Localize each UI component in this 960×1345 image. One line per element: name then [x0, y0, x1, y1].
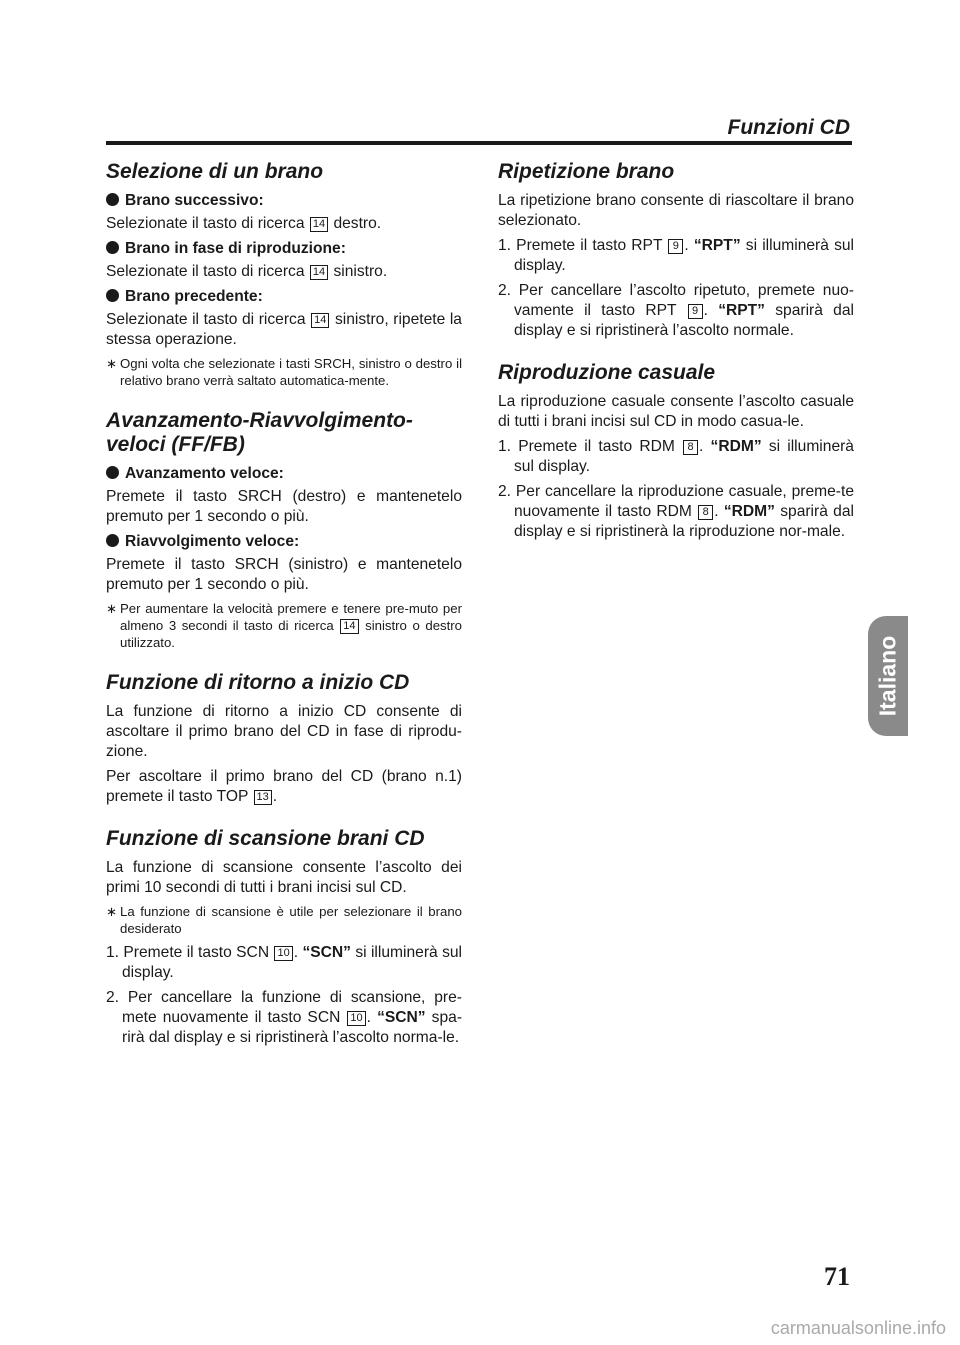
step-item: 2. Per cancellare l’ascolto ripetuto, premete nuo-vamente il tasto RPT 9 . “RPT” sparirà dal display e si ripristinerà l’ascolto normale.	[498, 282, 854, 339]
left-column	[106, 160, 462, 1053]
note: ∗ La funzione di scansione è utile per selezionare il brano desiderato	[106, 904, 462, 936]
step-item: 1. Premete il tasto SCN 10 . “SCN” si illuminerà sul display.	[106, 944, 463, 981]
bullet-dot	[106, 289, 119, 302]
heading-random: Riproduzione casuale	[498, 361, 716, 384]
language-tab	[868, 616, 908, 736]
paragraph: La ripetizione brano consente di riascoltare il brano selezionato.	[498, 192, 854, 229]
step-item: 1. Premete il tasto RDM 8 . “RDM” si illuminerà sul display.	[498, 438, 854, 475]
bullet-previous-track: Brano precedente:	[106, 287, 462, 307]
paragraph: Selezionate il tasto di ricerca 14 destro.	[106, 215, 382, 232]
paragraph: La funzione di scansione consente l’ascolto dei primi 10 secondi di tutti i brani incisi sul CD.	[106, 859, 462, 896]
bullet-dot	[106, 534, 119, 547]
heading-fast-forward: Avanzamento-Riavvolgimento-veloci (FF/FB)	[106, 409, 413, 456]
paragraph: Selezionate il tasto di ricerca 14 sinistro, ripetete la stessa operazione.	[106, 311, 462, 348]
paragraph: La funzione di ritorno a inizio CD consente di ascoltare il primo brano del CD in fase di riprodu-zione.	[106, 703, 462, 760]
asterisk-icon: ∗	[106, 904, 118, 919]
heading-repeat: Ripetizione brano	[498, 160, 675, 183]
note: ∗ Per aumentare la velocità premere e tenere pre-muto per almeno 3 secondi il tasto di ricerca 14 sinistro o destro utilizzato.	[106, 601, 463, 650]
key-label: 9	[688, 304, 703, 319]
bullet-fast-forward: Avanzamento veloce:	[106, 464, 462, 484]
note: ∗ Ogni volta che selezionate i tasti SRCH, sinistro o destro il relativo brano verrà saltato automatica-mente.	[106, 356, 462, 388]
header-rule	[106, 141, 852, 145]
key-label: 8	[683, 440, 698, 455]
paragraph: La riproduzione casuale consente l’ascolto casuale di tutti i brani incisi sul CD in modo casua-le.	[498, 393, 854, 430]
key-label: 8	[698, 505, 713, 520]
heading-track-select: Selezione di un brano	[106, 160, 324, 183]
key-label: 14	[311, 313, 329, 328]
asterisk-icon: ∗	[106, 601, 118, 616]
key-label: 13	[254, 790, 272, 805]
key-label: 10	[347, 1011, 365, 1026]
key-label: 9	[668, 239, 683, 254]
key-label: 14	[310, 265, 328, 280]
paragraph: Selezionate il tasto di ricerca 14 sinistro.	[106, 263, 388, 280]
paragraph: Premete il tasto SRCH (destro) e mantenetelo premuto per 1 secondo o più.	[106, 488, 462, 525]
key-label: 14	[340, 619, 358, 634]
watermark: carmanualsonline.info	[770, 1318, 946, 1338]
bullet-next-track: Brano successivo:	[106, 191, 462, 211]
asterisk-icon: ∗	[106, 356, 118, 371]
bullet-dot	[106, 466, 119, 479]
heading-scan: Funzione di scansione brani CD	[106, 827, 425, 850]
heading-top: Funzione di ritorno a inizio CD	[106, 671, 410, 694]
page-number: 71	[824, 1262, 850, 1291]
key-label: 14	[310, 217, 328, 232]
paragraph: Premete il tasto SRCH (sinistro) e mantenetelo premuto per 1 secondo o più.	[106, 556, 462, 593]
language-tab-label: Italiano	[874, 635, 901, 717]
bullet-dot	[106, 241, 119, 254]
bullet-dot	[106, 193, 119, 206]
step-item: 2. Per cancellare la funzione di scansione, pre-mete nuovamente il tasto SCN 10 . “SCN” spa-rirà dal display e si ripristinerà l’ascolto norma-le.	[106, 989, 463, 1046]
key-label: 10	[274, 946, 292, 961]
right-column	[498, 160, 854, 547]
paragraph: Per ascoltare il primo brano del CD (brano n.1) premete il tasto TOP 13 .	[106, 768, 462, 805]
bullet-rewind: Riavvolgimento veloce:	[106, 532, 462, 552]
step-item: 1. Premete il tasto RPT 9 . “RPT” si illuminerà sul display.	[498, 237, 854, 274]
section-title: Funzioni CD	[727, 116, 850, 139]
step-item: 2. Per cancellare la riproduzione casuale, preme-te nuovamente il tasto RDM 8 . “RDM” sparirà dal display e si ripristinerà la riproduzione nor-male.	[498, 483, 854, 540]
bullet-current-track: Brano in fase di riproduzione:	[106, 239, 462, 259]
